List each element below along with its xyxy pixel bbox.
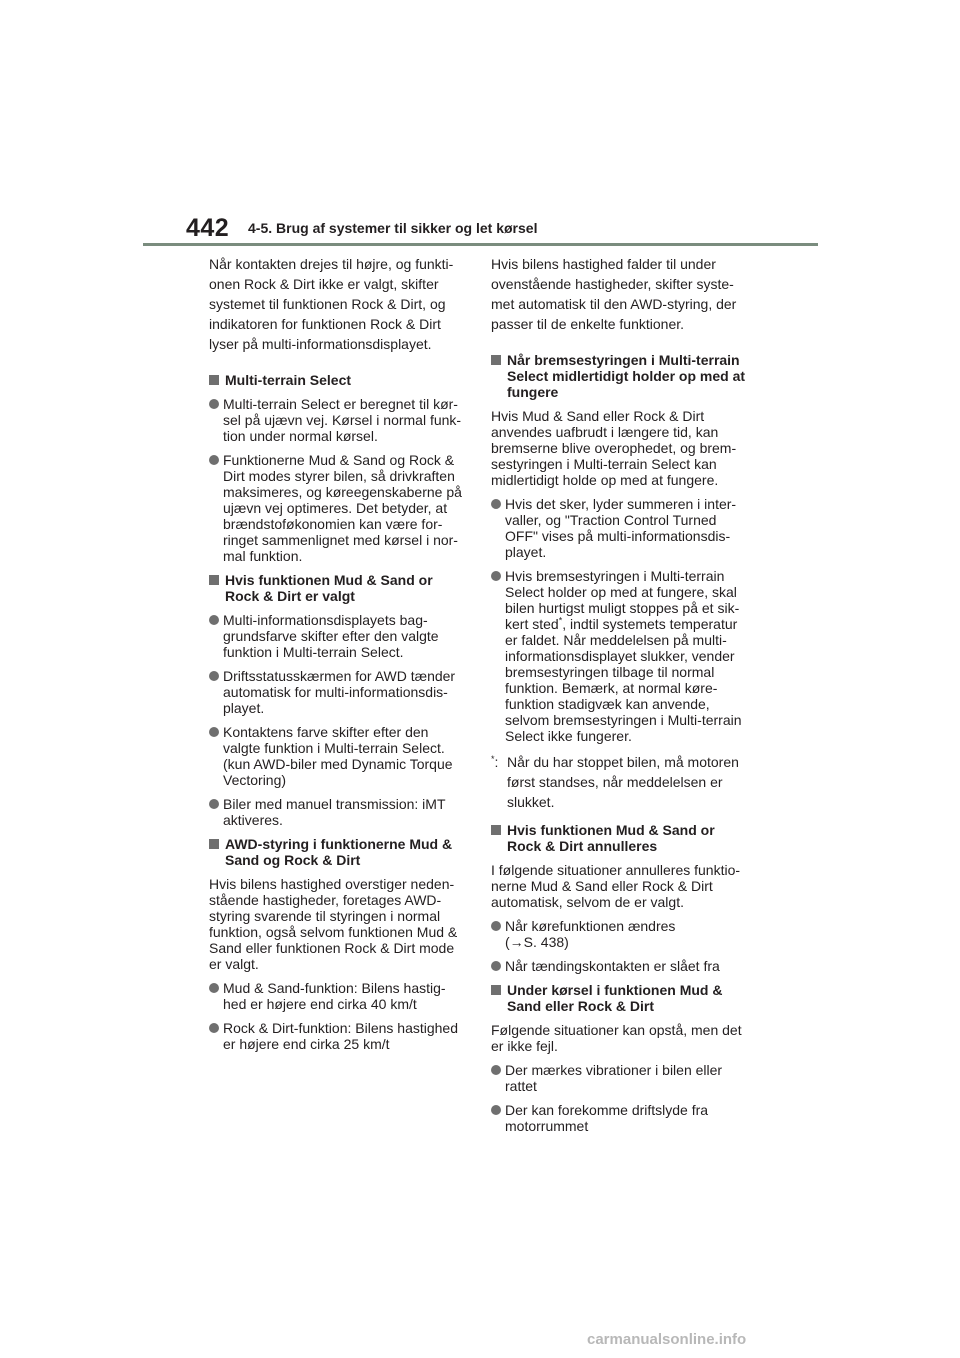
cancel-paragraph: I følgende situationer annulleres funktio-nerne Mud & Sand eller Rock & Dirt automatisk, selvom de er valgt.	[491, 862, 741, 910]
header-rule	[143, 243, 818, 246]
bullet-text: Hvis det sker, lyder summeren i inter-valler, og "Traction Control Turned OFF" vises på multi-informationsdis-playet.	[505, 496, 737, 560]
list-item	[491, 958, 747, 974]
bullet-text-part: , indtil systemets temperatur er faldet. Når meddelelsen på multi-informationsdisplayet slukker, vender bremsestyringen tilbage til normal funktion. Bemærk, at normal køre-funktion stadigvæk kan anvende, selvom bremsestyringen i Multi-terrain Select ikke fungerer.	[505, 616, 742, 744]
bullet-text	[505, 568, 742, 744]
cancel-heading	[491, 822, 747, 854]
bullet-text: Biler med manuel transmission: iMT aktiveres.	[223, 796, 446, 828]
heading-text: Når bremsestyringen i Multi-terrain Select midlertidigt holder op med at fungere	[507, 352, 746, 400]
right-column	[491, 254, 747, 1142]
circle-bullet-icon	[209, 799, 219, 809]
circle-bullet-icon	[491, 499, 501, 509]
bullet-text: Multi-informationsdisplayets bag-grundsfarve skifter efter den valgte funktion i Multi-terrain Select.	[223, 612, 439, 660]
heading-text: Hvis funktionen Mud & Sand or Rock & Dirt annulleres	[507, 822, 715, 854]
list-item	[491, 496, 747, 560]
list-item	[209, 668, 465, 716]
bullet-text: Funktionerne Mud & Sand og Rock & Dirt modes styrer bilen, så drivkraften maksimeres, og køreegenskaberne på ujævn vej optimeres. Det betyder, at brændstoføkonomien kan være for-ringet sammenlignet med kørsel i nor-mal funktion.	[223, 452, 462, 564]
bullet-text: Kontaktens farve skifter efter den valgte funktion i Multi-terrain Select. (kun AWD-biler med Dynamic Torque Vectoring)	[223, 724, 453, 788]
bullet-text: Når tændingskontakten er slået fra	[505, 958, 720, 974]
brake-paragraph: Hvis Mud & Sand eller Rock & Dirt anvendes uafbrudt i længere tid, kan bremserne blive overophedet, og brem-sestyringen i Multi-terrain Select kan midlertidigt holde op med at fungere.	[491, 408, 737, 488]
awd-control-heading	[209, 836, 465, 868]
circle-bullet-icon	[491, 1065, 501, 1075]
awd-paragraph: Hvis bilens hastighed overstiger neden-stående hastigheder, foretages AWD-styring svarende til styringen i normal funktion, også selvom funktionen Mud & Sand eller funktionen Rock & Dirt mode er valgt.	[209, 876, 458, 972]
list-item	[491, 568, 747, 744]
circle-bullet-icon	[209, 983, 219, 993]
square-bullet-icon	[209, 375, 219, 385]
footnote-star: *	[491, 754, 495, 764]
heading-text: Multi-terrain Select	[225, 372, 352, 388]
right-intro-paragraph: Hvis bilens hastighed falder til under ovenstående hastigheder, skifter syste-met automatisk til den AWD-styring, der passer til de enkelte funktioner.	[491, 256, 737, 332]
bullet-text: Der mærkes vibrationer i bilen eller rattet	[505, 1062, 723, 1094]
list-item	[491, 1102, 747, 1134]
circle-bullet-icon	[491, 1105, 501, 1115]
footnote	[491, 752, 747, 812]
footnote-star: *	[558, 615, 563, 626]
circle-bullet-icon	[209, 671, 219, 681]
section-title: 4-5. Brug af systemer til sikker og let kørsel	[248, 220, 538, 236]
footnote-marker	[491, 752, 498, 774]
watermark-link[interactable]: carmanualsonline.info	[587, 1331, 747, 1348]
brake-control-heading	[491, 352, 747, 400]
page-number: 442	[186, 214, 230, 242]
heading-text: Hvis funktionen Mud & Sand or Rock & Dirt er valgt	[225, 572, 433, 604]
bullet-text: Der kan forekomme driftslyde fra motorrummet	[505, 1102, 709, 1134]
list-item	[491, 918, 747, 950]
circle-bullet-icon	[491, 961, 501, 971]
circle-bullet-icon	[209, 615, 219, 625]
left-intro-paragraph: Når kontakten drejes til højre, og funkti-onen Rock & Dirt ikke er valgt, skifter systemet til funktionen Rock & Dirt, og indikatoren for funktionen Rock & Dirt lyser på multi-informationsdisplayet.	[209, 256, 454, 352]
driving-heading	[491, 982, 747, 1014]
circle-bullet-icon	[209, 727, 219, 737]
driving-paragraph: Følgende situationer kan opstå, men det er ikke fejl.	[491, 1022, 742, 1054]
list-item	[209, 452, 465, 564]
square-bullet-icon	[491, 825, 501, 835]
circle-bullet-icon	[209, 1023, 219, 1033]
heading-text: Under kørsel i funktionen Mud & Sand eller Rock & Dirt	[507, 982, 723, 1014]
bullet-text: Rock & Dirt-funktion: Bilens hastighed er højere end cirka 25 km/t	[223, 1020, 458, 1052]
square-bullet-icon	[491, 985, 501, 995]
bullet-text: Driftsstatusskærmen for AWD tænder automatisk for multi-informationsdis-playet.	[223, 668, 456, 716]
page-reference: (→S. 438)	[505, 934, 569, 950]
footnote-text: Når du har stoppet bilen, må motoren først standses, når meddelelsen er slukket.	[507, 754, 739, 810]
list-item	[209, 1020, 465, 1052]
circle-bullet-icon	[491, 921, 501, 931]
bullet-text: Multi-terrain Select er beregnet til kør-sel på ujævn vej. Kørsel i normal funk-tion under normal kørsel.	[223, 396, 462, 444]
bullet-text: Mud & Sand-funktion: Bilens hastig-hed er højere end cirka 40 km/t	[223, 980, 446, 1012]
left-column	[209, 254, 465, 1060]
square-bullet-icon	[491, 355, 501, 365]
list-item	[209, 796, 465, 828]
list-item	[209, 724, 465, 788]
heading-text: AWD-styring i funktionerne Mud & Sand og Rock & Dirt	[225, 836, 453, 868]
mode-selected-heading	[209, 572, 465, 604]
circle-bullet-icon	[209, 399, 219, 409]
footnote-colon: :	[494, 754, 499, 770]
list-item	[209, 612, 465, 660]
circle-bullet-icon	[491, 571, 501, 581]
square-bullet-icon	[209, 839, 219, 849]
square-bullet-icon	[209, 575, 219, 585]
bullet-text-part: Hvis bremsestyringen i Multi-terrain Select holder op med at fungere, skal bilen hurtigst muligt stoppes på et sik-kert sted	[505, 568, 740, 632]
bullet-text: Når kørefunktionen ændres	[505, 918, 676, 934]
circle-bullet-icon	[209, 455, 219, 465]
list-item	[491, 1062, 747, 1094]
list-item	[209, 980, 465, 1012]
list-item	[209, 396, 465, 444]
multi-terrain-heading	[209, 372, 465, 388]
